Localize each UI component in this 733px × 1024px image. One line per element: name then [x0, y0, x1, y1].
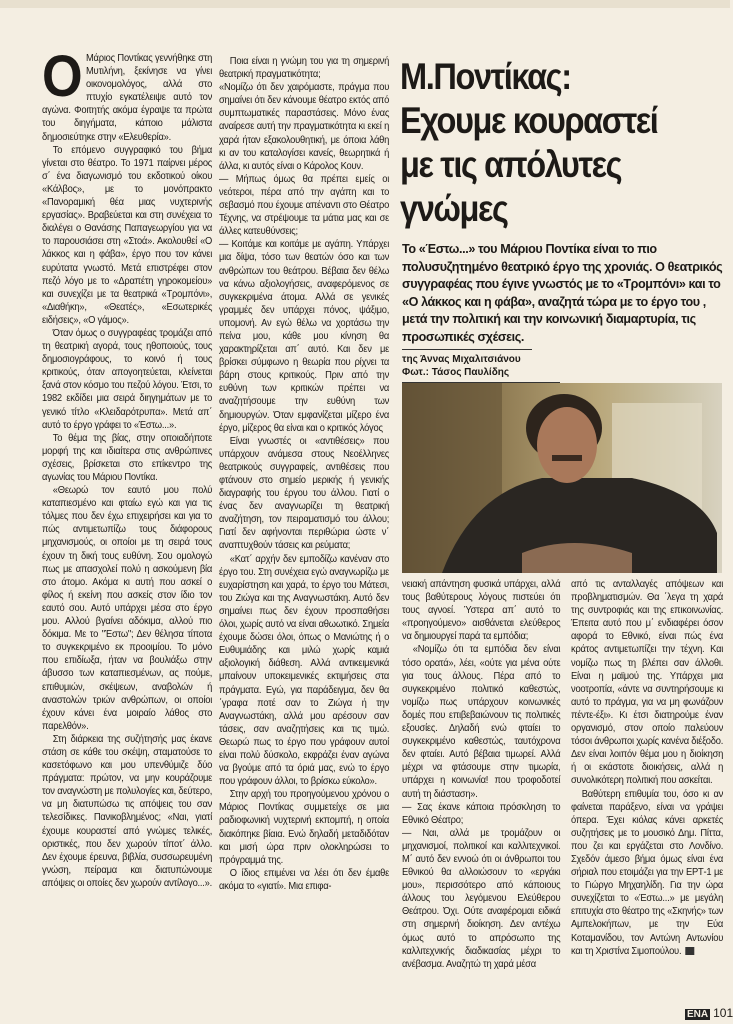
article-column-4 [571, 578, 723, 958]
drop-cap: O [42, 44, 83, 109]
paragraph: Στην αρχή του προηγούμενου χρόνου ο Μάριος Ποντίκας συμμετείχε σε μια ραδιοφωνική νυχτερινή εκπομπή, η οποία διακόπηκε βίαια. Ενώ δηλαδή μεταδιδόταν και μισή ώρα πριν ολοκληρώσει το πρόγραμμά της. [219, 789, 390, 866]
paragraph: Το επόμενο συγγραφικό του βήμα γίνεται στο θέατρο. Το 1971 παίρνει μέρος σ΄ ένα διαγωνισμό του εκδοτικού οίκου «Κάλβος», με το μονόπρακτο «Πανοραμική θέα μιας νυχτερινής εργασίας». Βραβεύεται και στη συνέχεια το διαλέγει ο Θανάσης Παπαγεωργίου για να το παρουσιάσει στη «Στοά». Ακολουθεί «Ο λάκκος και η φάβα», έργο που τον κάνει ευρύτατα γνωστό. Μετά επιστρέφει στον πεζό λόγο με το «Δραπέτη γηροκομείου» και συνεχίζει με τα θεατρικά «Τρομπόνι», «Διαθήκη», «Θεατές», «Εσωτερικές ειδήσεις», «Ο γάμος». [42, 144, 213, 326]
article-column-1 [42, 44, 213, 890]
paragraph: Το θέμα της βίας, στην οποιαδήποτε μορφή της και ιδιαίτερα στις ανθρώπινες σχέσεις, βρίσκεται στο επίκεντρο της αγωνίας του Μάριου Ποντίκα. [42, 432, 213, 483]
paragraph: Ο ίδιος επιμένει να λέει ότι δεν έμαθε ακόμα το «γιατί». Μια επιφα- [219, 867, 390, 892]
question: — Σας έκανε κάποια πρόσκληση το Εθνικό Θέατρο; [402, 801, 561, 826]
paragraph: από τις ανταλλαγές απόψεων και προβληματισμών. Θα ΄λεγα τη χαρά της συντροφιάς και της επικοινωνίας. Έπειτα αυτό που μ΄ ενδιαφέρει όσον αφορά το Εθνικό, είναι πώς ένα κράτος αντιμετωπίζει την τέχνη. Και νομίζω πως τη βλέπει σαν άλλοθι. Είναι η μαϊμού της. Υπάρχει μια νοοτροπία, «άντε να συντηρήσουμε κι αυτό το πράγμα, για να μη φωνάζουν πέντε-έξι». Κι έτσι διατηρούμε έναν οργανισμό, στον οποίο παλεύουν τόσοι άνθρωποι χωρίς κανένα διέξοδο. Δεν είναι λοιπόν θέμα μου η διοίκηση ή οι εκάστοτε διοικήσεις, αλλά η συνολικότερη πολιτική που ασκείται. [571, 579, 724, 787]
headline-line: γνώμες [400, 188, 508, 229]
answer: — Ναι, αλλά με τρομάζουν οι μηχανισμοί, πολιτικοί και καλλιτεχνικοί. Μ΄ αυτό δεν εννοώ ότι οι άνθρωποι του Εθνικού θα αλλοιώσουν το «εργάκι μου», περισσότερο από κάποιους άλλους του λεγόμενου Ελεύθερου Θεάτρου. Όχι. Ούτε αναφέρομαι ειδικά στη σημερινή διοίκηση. Δεν αντέχω όμως αυτό το απρόσωπο της καλλιτεχνικής διαδικασίας μέχρι το ανέβασμα. Αναζητώ τη χαρά μέσα [402, 827, 561, 970]
end-mark-icon [685, 947, 694, 955]
page-header-rule [0, 0, 730, 8]
paragraph: «Θεωρώ τον εαυτό μου πολύ καταπιεσμένο και φταίω εγώ και για τις τόλμες που δεν έχω επιχειρήσει και για το πώς αντιμετωπίζω τους διάφορους μηχανισμούς, οι οποίοι με τη σειρά τους έχουν τη δική τους ευθύνη. Σου ομολογώ πως με απασχολεί πολύ η ασκούμενη βία στο άτομο. Ακόμα κι αυτή που ασκεί ο φίλος ή εκείνη που ασκείς στον ίδιο τον εαυτό σου. Αυτό υπάρχει μέσα στο έργο μου. Αλλού βγαίνει αδόκιμα, αλλού πιο δόκιμα. Με το "Έστω"; Δεν θέλησα τίποτα το συγκεκριμένο εκ προοιμίου. Το μόνο που επιδίωξα, ήταν να βουλιάξω στην άβυσσο των καταπιεσμένων, ας πούμε, επιθυμιών, σκέψεων, αναβολών ή αναστολών τριών ανθρώπων, οι οποίοι έχουν κάνει ένα μοιραίο λάθος στο παρελθόν». [42, 485, 213, 732]
article-column-3 [402, 578, 560, 971]
headline-line: με τις απόλυτες [400, 144, 622, 185]
paragraph: Όταν όμως ο συγγραφέας τρομάζει από τη θεατρική αγορά, τους ηθοποιούς, τους δημοσιογράφους, το κοινό ή τους κριτικούς, όταν απογοητεύεται, κλείνεται ξανά στον κόσμο του πεζού λόγου. Έτσι, το 1982 εκδίδει μια σειρά διηγημάτων με το γενικό τίτλο «Κλειδαρότρυπα». Μετά απ΄ αυτό το έργο γράφει το «Έστω...». [42, 327, 213, 431]
paragraph: Είναι γνωστές οι «αντιθέσεις» που υπάρχουν ανάμεσα στους Νεοέλληνες θεατρικούς συγγραφείς, αντιθέσεις που φτάνουν στο σημείο μερικής ή γενικής διαγραφής του έργου του άλλου. Γιατί ο ένας δεν αναγνωρίζει τη θεατρική αναζήτηση, τον πειραματισμό του άλλου; Γιατί δεν αφήνονται περιθώρια ώστε ν΄ αναπτυχθούν τάσεις και ρεύματα; [219, 435, 390, 552]
headline [400, 55, 717, 231]
paragraph: νειακή απάντηση φυσικά υπάρχει, αλλά τους βαθύτερους λόγους πιστεύει ότι τους αγνοεί. Ύστερα απ΄ αυτό το «προηγούμενο» αισθάνεται ελεύθερος να δημιουργεί παρά τα εμπόδια; [402, 579, 561, 643]
byline-rule-top [402, 349, 532, 350]
paragraph: Ποια είναι η γνώμη του για τη σημερινή θεατρική πραγματικότητα; [219, 56, 390, 81]
headline-line: Εχουμε κουραστεί [400, 100, 658, 141]
man-portrait-image [402, 383, 722, 573]
question: — Μήπως όμως θα πρέπει εμείς οι νεότεροι, πέρα από την αγάπη και το σεβασμό που έχουμε απέναντι στο Θέατρο Τέχνης, να στρέψουμε τα μάτια μας και σε άλλες κατευθύνσεις; [219, 173, 390, 238]
paragraph: «Νομίζω ότι δεν χαιρόμαστε, πράγμα που σημαίνει ότι δεν κάνουμε θέατρο εκτός από συμπτωματικές παραστάσεις. Μόνο ένας αναίρεσε αυτή την πραγματικότητα κι εκεί η χαρά ήταν εξακολουθητική, με όποια λάθη κι αν του καταλογίσει κανείς, θεωρητικά ή άλλα, κι αυτός είναι ο Κάρολος Κουν. [219, 82, 390, 172]
paragraph [571, 788, 723, 958]
page-number: 101 [713, 1006, 733, 1020]
portrait-photo [402, 383, 722, 573]
headline-line: Μ.Ποντίκας: [400, 56, 571, 97]
standfirst-block [402, 241, 727, 383]
article-column-2 [219, 55, 389, 893]
paragraph: «Νομίζω ότι τα εμπόδια δεν είναι τόσο ορατά», λέει, «ούτε για μένα ούτε για τους άλλους. Πέρα από το συγκεκριμένο πολιτικό καθεστώς, νομίζω πως υπάρχουν κοινωνικές δομές που επιβεβαιώνουν τις πολιτικές εξουσίες. Δηλαδή ενώ φταίει το συγκεκριμένο καθεστώς, ταυτόχρονα δεν φταίει. Αυτό βέβαια τιμωρεί. Αλλά μέχρι να φτάσουμε στην τιμωρία, υπάρχει η κοινωνία! που τροφοδοτεί αυτή τη διάσταση». [402, 644, 561, 800]
photo-credit: Φωτ.: Τάσος Παυλίδης [402, 367, 510, 378]
author: της Άννας Μιχαλιτσιάνου [402, 354, 521, 365]
page-footer [685, 1006, 733, 1020]
magazine-logo: ΕΝΑ [687, 1009, 709, 1020]
standfirst: Το «Έστω...» του Μάριου Ποντίκα είναι το πιο πολυσυζητημένο θεατρικό έργο της χρονιάς. Ο θεατρικός συγγραφέας που έγινε γνωστός με το «Τρομπόνι» και το «Ο λάκκος και η φάβα», αναζητά τώρα με το έργο του , μετά την πολιτική και την κοινωνική διαμαρτυρία, τις προσωπικές σχέσεις. [402, 242, 723, 344]
answer: — Κοιτάμε και κοιτάμε με αγάπη. Υπάρχει μια δίψα, τόσο των θεατών όσο και των ανθρώπων του θεάτρου. Βέβαια δεν θέλω να κάνω αξιολογήσεις, αναφερόμενος σε συγκεκριμένα άτομα. Αλλά σε γενικές γραμμές δεν υπάρχει πόνος, ψάξιμο, υπομονή. Αν εγώ θέλω να χορτάσω την πείνα μου, κάθε μου κίνηση θα χαρακτηρίζεται απ΄ αυτό. Και δεν με βρίσκει σύμφωνο η θεωρία που ρίχνει τα βάρη στους κριτικούς. Πριν από την ευθύνη των κριτικών πρέπει να αναζητήσουμε την ευθύνη των δημιουργών. Όταν εμφανίζεται μίζερο ένα έργο, μίζερος θα είναι και ο κριτικός λόγος [219, 239, 390, 434]
byline [402, 353, 727, 379]
paragraph: Μάριος Ποντίκας γεννήθηκε στη Μυτιλήνη, ξεκίνησε να γίνει οικονομολόγος, αλλά στο πτυχίο εγκατέλειψε αυτό τον αγώνα. Φοιτητής ακόμα έγραψε τα πρώτα του διηγήματα, κάποιο μάλιστα δημοσιεύτηκε στην «Ελευθερία». [42, 53, 213, 143]
paragraph: «Κατ΄ αρχήν δεν εμποδίζω κανέναν στο έργο του. Στη συνέχεια εγώ αναγνωρίζω με ευχαρίστηση και χαρά, το έργο του Μάτεσι, του Ζιώγα και της Αναγνωστάκη. Αυτό δεν σημαίνει πως δεν έχουν προσπαθήσει όλοι, χωρίς αυτό να είναι αθωωτικό. Σημεία έχουμε δώσει όλοι, όπως ο Μανιώτης ή ο Ευθυμιάδης και μιλώ χωρίς καμιά αξιολογική διάθεση. Αλλά αντικειμενικά μπαίνουν υποκειμενικές εκτιμήσεις στα πράγματα. Εγώ, για παράδειγμα, δεν θα ΄γραφα ποτέ σαν το Ζιώγα ή την Αναγνωστάκη, αλλά μου αρέσουν σαν τάσεις, σαν αναζητήσεις και τις τιμώ. Θεωρώ πως το έργο που γράφουν αυτοί είναι πολύ δύσκολο, εκφράζει έναν αγώνα να βγούμε από τα όριά μας, ενώ το έργο που γράφουν άλλοι, το βρίσκω εύκολο». [219, 553, 390, 788]
paragraph: Στη διάρκεια της συζήτησής μας έκανε στάση σε κάθε του σκέψη, σταματούσε το κασετόφωνο και μου υπενθύμιζε δύο πράγματα: πρώτον, να μην κουράζουμε τον αναγνώστη με πολυλογίες και, δεύτερο, να μη διατυπώσω τις απόψεις του σαν τελεσίδικες. Πανικοβλημένος; «Ναι, γιατί έχουμε κουραστεί από γνώμες τελικές, οριστικές, που δεν χωρούν τίποτ΄ άλλο. Δεν έχουμε έρευνα, βιβλία, συσσωρευμένη γνώση, πείραμα και διατυπώνουμε απόψεις οι οποίες δεν χωρούν αντίλογο...». [42, 733, 213, 889]
paragraph-text: Βαθύτερη επιθυμία του, όσο κι αν φαίνεται παράξενο, είναι να γράψει όπερα. Έχει κιόλας κάνει αρκετές συζητήσεις με το μουσικό Δημ. Πίττα, που ζει και εργάζεται στο Λονδίνο. Σχεδόν άμεσο βήμα όμως είναι ένα σήριαλ που ετοιμάζει για την ΕΡΤ-1 με το Γιώργο Μηχαηλίδη. Για την ώρα συνεχίζεται το «Έστω...» με μεγάλη επιτυχία στο θέατρο της «Σκηνής» των Αμπελοκήπων, με την Εύα Κοταμανίδου, τον Αντώνη Αντωνίου και τη Χριστίνα Σιμοπούλου. [571, 788, 724, 957]
